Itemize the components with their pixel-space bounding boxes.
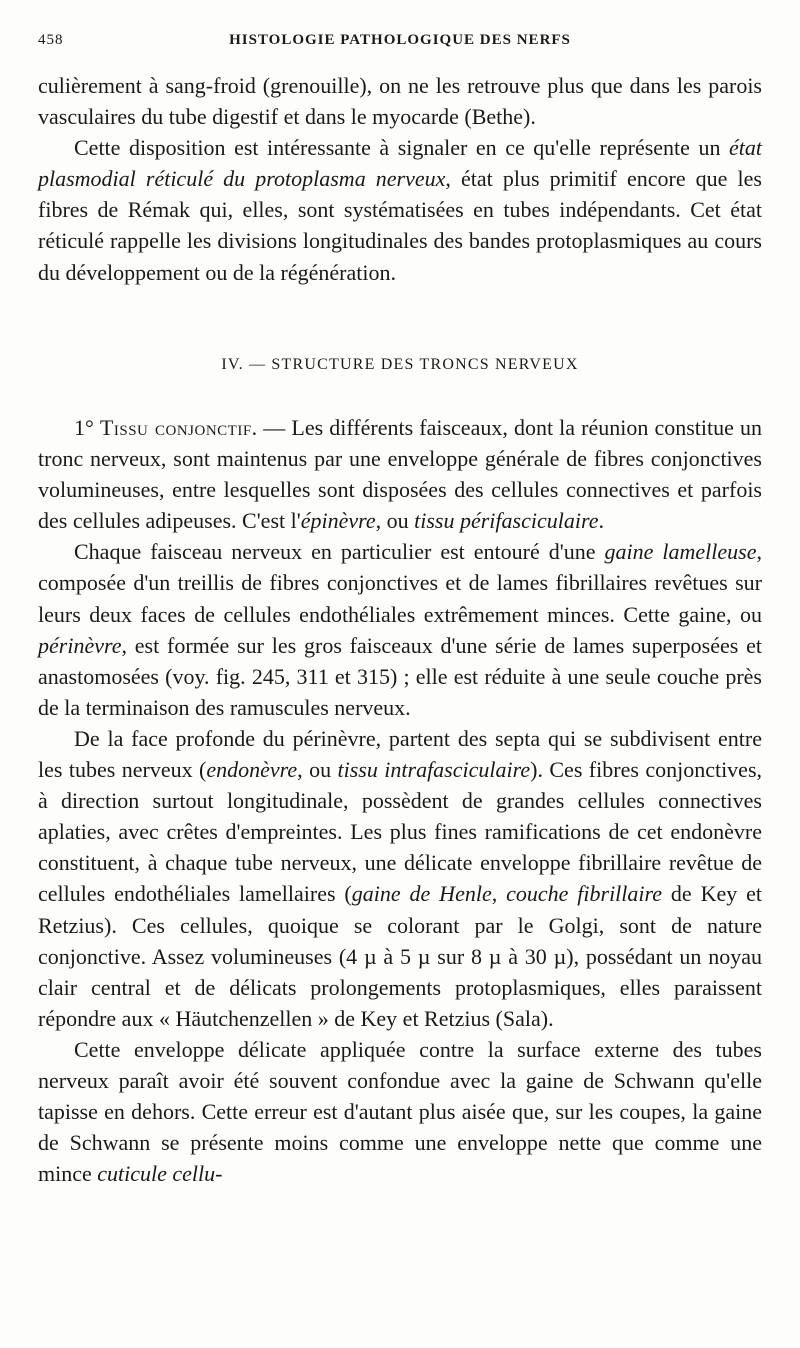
italic-term: état plasmodial réticulé du protoplasma nerveux bbox=[38, 135, 762, 192]
paragraph bbox=[38, 1034, 762, 1189]
text-run: , est formée sur les gros faisceaux d'une série de lames superposées et anastomosées (voy. fig. 245, 311 et 315) ; elle est réduite à une seule couche près de la terminaison des ramuscules nerveux. bbox=[38, 632, 762, 720]
text-run: , état plus primitif encore que les fibres de Rémak qui, elles, sont systématisées en tubes indépendants. Cet état réticulé rappelle les divisions longitudinales des bandes protoplasmiques au cours du développement ou de la régénération. bbox=[38, 166, 762, 285]
text-run: 1° bbox=[74, 415, 100, 440]
text-run: , ou bbox=[297, 757, 338, 783]
text-run: De la face profonde du périnèvre, partent des septa qui se subdivisent entre les tubes nerveux ( bbox=[38, 725, 762, 783]
text-run: ). Ces fibres conjonctives, à direction surtout longitudinale, possèdent de grandes cellules connectives aplaties, avec crêtes d'empreintes. Les plus fines ramifications de cet endonèvre constituent, à chaque tube nerveux, une délicate enveloppe fibrillaire revêtue de cellules endothéliales lamellaires ( bbox=[38, 757, 763, 907]
text-run: . bbox=[598, 508, 604, 534]
italic-term: épinèvre bbox=[300, 508, 376, 534]
section-heading: IV. — STRUCTURE DES TRONCS NERVEUX bbox=[221, 356, 579, 373]
text-run: de Key et Retzius). Ces cellules, quoique se colorant par le Golgi, sont de nature conjonctive. Assez volumineuses (4 µ à 5 µ sur 8 µ à 30 µ), possédant un noyau clair central et de délicats prolongements protoplasmiques, elles paraissent répondre aux « Häutchenzellen » de Key et Retzius (Sala). bbox=[38, 881, 762, 1031]
italic-term: gaine de Henle, couche fibrillaire bbox=[351, 881, 663, 907]
text-run: Cette disposition est intéressante à signaler en ce qu'elle représente un bbox=[74, 135, 729, 161]
italic-term: tissu intrafasciculaire bbox=[337, 757, 531, 783]
italic-term: cuticule cellu- bbox=[97, 1161, 223, 1187]
text-run: , composée d'un treillis de fibres conjonctives et de lames fibrillaires revêtues sur leurs deux faces de cellules endothéliales extrêmement minces. Cette gaine, ou bbox=[38, 539, 762, 627]
italic-term: gaine lamelleuse bbox=[604, 539, 757, 565]
small-caps-heading: Tissu conjonctif bbox=[99, 415, 252, 440]
text-run: Chaque faisceau nerveux en particulier est entouré d'une bbox=[74, 539, 605, 565]
paragraph bbox=[38, 536, 762, 723]
text-run: Cette enveloppe délicate appliquée contre la surface externe des tubes nerveux paraît avoir été souvent confondue avec la gaine de Schwann qu'elle tapisse en dehors. Cette erreur est d'autant plus aisée que, sur les coupes, la gaine de Schwann se présente moins comme une enveloppe nette que comme une mince bbox=[38, 1036, 762, 1187]
running-title: HISTOLOGIE PATHOLOGIQUE DES NERFS bbox=[229, 32, 571, 48]
page-number: 458 bbox=[38, 32, 64, 48]
italic-term: périnèvre bbox=[38, 632, 122, 658]
text-run: culièrement à sang-froid (grenouille), on ne les retrouve plus que dans les parois vasculaires du tube digestif et dans le myocarde (Bethe). bbox=[38, 73, 762, 130]
paragraph bbox=[38, 412, 762, 536]
running-header bbox=[38, 28, 762, 58]
text-run: . — Les différents faisceaux, dont la réunion constitue un tronc nerveux, sont maintenus par une enveloppe générale de fibres conjonctives volumineuses, entre lesquelles sont disposées des cellules connectives et parfois des cellules adipeuses. C'est l' bbox=[38, 415, 762, 534]
paragraph bbox=[38, 70, 762, 132]
text-block-bottom bbox=[38, 412, 762, 1189]
paragraph bbox=[38, 132, 762, 287]
text-block-top bbox=[38, 70, 762, 288]
paragraph bbox=[38, 723, 762, 1034]
text-run: , ou bbox=[375, 508, 415, 534]
italic-term: endonèvre bbox=[206, 757, 298, 783]
italic-term: tissu périfasciculaire bbox=[414, 508, 599, 534]
